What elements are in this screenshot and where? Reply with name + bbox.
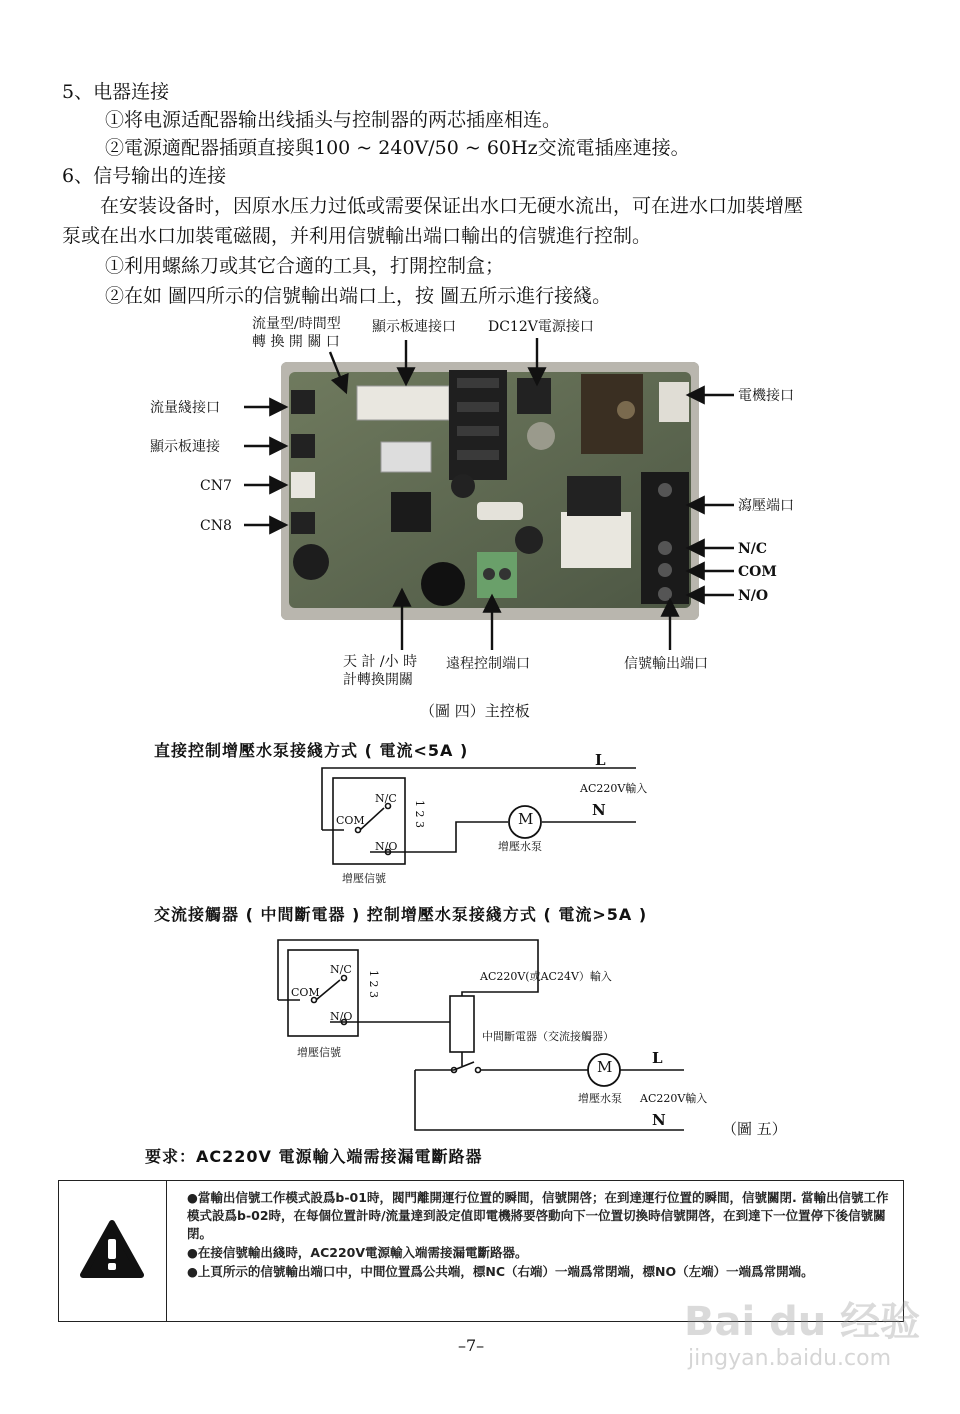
label-remote-port: 遠程控制端口	[446, 656, 530, 672]
baidu-watermark-url: jingyan.baidu.com	[688, 1346, 892, 1371]
wiring1-pins: 1 2 3	[413, 800, 426, 828]
section5-item2: ②電源適配器插頭直接與100 ~ 240V/50 ~ 60Hz交流電插座連接。	[105, 137, 690, 159]
wiring1-com: COM	[336, 814, 365, 827]
wiring1-no: N/O	[375, 840, 398, 853]
warning-bullet-1: ●當輸出信號工作模式設爲b-01時，閥門離開運行位置的瞬間，信號開啓；在到達運行位置的瞬間，信號關閉. 當輸出信號工作模式設爲b-02時，在每個位置計時/流量達到設定值即電機將要啓動向下一位置切換時信號開啓，在到達下一位置停下後信號關閉。	[187, 1190, 889, 1241]
figure5-caption: （圖 五）	[722, 1120, 787, 1138]
wiring2-motor: M	[597, 1058, 613, 1076]
section6-heading: 6、信号输出的连接	[62, 165, 227, 187]
wiring1-L: L	[595, 751, 606, 769]
label-no: N/O	[738, 588, 769, 604]
warning-text	[187, 1189, 899, 1282]
section6-step1: ①利用螺絲刀或其它合適的工具，打開控制盒；	[105, 255, 505, 277]
label-mode-switch-l2: 轉 換 開 關 口	[252, 334, 340, 350]
page-number: –7–	[458, 1336, 485, 1355]
label-display-port-top: 顯示板連接口	[372, 319, 456, 335]
wiring1-motor: M	[518, 810, 534, 828]
wiring2-N: N	[652, 1111, 666, 1129]
wiring2-signal: 增壓信號	[297, 1046, 341, 1059]
label-display-link: 顯示板連接	[150, 439, 220, 455]
figure4-caption: （圖 四）主控板	[420, 702, 530, 720]
section6-para-line1: 在安装设备时，因原水压力过低或需要保证出水口无硬水流出，可在进水口加裝增壓	[100, 195, 804, 217]
warning-icon-cell	[59, 1181, 167, 1321]
wiring1-nc: N/C	[375, 792, 397, 805]
label-dc12v: DC12V電源接口	[488, 319, 594, 335]
label-flow-port: 流量綫接口	[150, 400, 220, 416]
section6-para-line2: 泵或在出水口加裝電磁閥，并利用信號輸出端口輸出的信號進行控制。	[62, 225, 652, 247]
section5-item1: ①将电源适配器输出线插头与控制器的两芯插座相连。	[105, 109, 562, 131]
label-leak-port: 瀉壓端口	[738, 498, 794, 514]
label-com: COM	[738, 564, 777, 580]
warning-bullet-2: ●在接信號輸出綫時，AC220V電源輸入端需接漏電斷路器。	[187, 1245, 528, 1260]
baidu-watermark-brand: Bai du 经验	[684, 1299, 921, 1345]
label-cn7: CN7	[200, 478, 232, 494]
label-cn8: CN8	[200, 518, 232, 534]
label-day-hour-l1: 天 計 /小 時	[343, 654, 418, 670]
label-mode-switch-l1: 流量型/時間型	[252, 316, 341, 332]
wiring1-signal: 增壓信號	[342, 872, 386, 885]
section5-heading: 5、电器连接	[62, 81, 170, 103]
label-motor-port: 電機接口	[738, 388, 794, 404]
wiring2-title: 交流接觸器 ( 中間斷電器 ) 控制增壓水泵接綫方式 ( 電流>5A )	[154, 905, 648, 924]
wiring2-pins: 1 2 3	[367, 970, 380, 998]
wiring2-nc: N/C	[330, 963, 352, 976]
wiring1-title: 直接控制增壓水泵接綫方式 ( 電流<5A )	[154, 741, 469, 760]
warning-bullet-3: ●上頁所示的信號輸出端口中，中間位置爲公共端，標NC（右端）一端爲常閉端，標NO（左端）一端爲常開端。	[187, 1264, 814, 1279]
wiring2-no: N/O	[330, 1010, 353, 1023]
wiring2-relay: 中間斷電器（交流接觸器）	[482, 1030, 614, 1043]
label-nc: N/C	[738, 541, 768, 557]
label-signal-out-port: 信號輸出端口	[624, 656, 708, 672]
wiring1-N: N	[592, 801, 606, 819]
wiring2-ac2: AC220V輸入	[640, 1092, 708, 1105]
wiring2-ac: AC220V(或AC24V）輸入	[480, 970, 612, 983]
wiring1-ac: AC220V輸入	[580, 782, 648, 795]
wiring2-pump: 增壓水泵	[578, 1092, 622, 1105]
wiring2-L: L	[652, 1049, 663, 1067]
section6-step2: ②在如 圖四所示的信號輸出端口上，按 圖五所示進行接綫。	[105, 285, 612, 307]
wiring1-pump: 增壓水泵	[498, 840, 542, 853]
label-day-hour-l2: 計轉換開關	[343, 672, 413, 688]
wiring2-com: COM	[291, 986, 320, 999]
warning-triangle-icon	[59, 1181, 165, 1321]
requirement-note: 要求：AC220V 電源輸入端需接漏電斷路器	[145, 1147, 483, 1166]
